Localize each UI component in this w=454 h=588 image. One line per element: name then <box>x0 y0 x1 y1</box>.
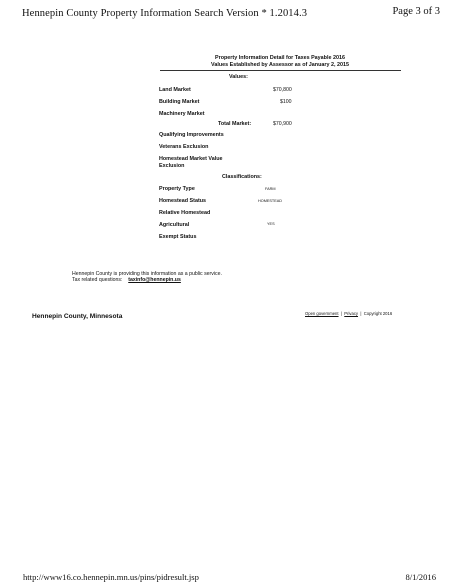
detail-heading <box>160 55 400 69</box>
total-market-label: Total Market: <box>218 121 252 127</box>
public-service-notice: Hennepin County is providing this information as a public service. <box>72 271 222 277</box>
print-footer-url: http://www16.co.hennepin.mn.us/pins/pidresult.jsp <box>23 572 199 582</box>
heading-divider <box>160 70 401 71</box>
total-market-value: $70,900 <box>273 121 292 127</box>
land-market-label: Land Market <box>159 87 191 93</box>
print-page-number: Page 3 of 3 <box>392 6 440 17</box>
land-market-value: $70,800 <box>273 87 292 93</box>
tax-questions-line <box>72 277 181 283</box>
detail-heading-line1: Property Information Detail for Taxes Payable 2016 <box>215 55 345 61</box>
footer-separator: | <box>340 311 342 316</box>
property-type-value: FARM <box>265 187 276 191</box>
building-market-label: Building Market <box>159 99 200 105</box>
agricultural-value: YES <box>267 222 275 226</box>
qualifying-improvements-label: Qualifying Improvements <box>159 132 224 138</box>
relative-homestead-label: Relative Homestead <box>159 210 211 216</box>
building-market-value: $100 <box>280 99 292 105</box>
homestead-exclusion-label-line1: Homestead Market Value <box>159 156 223 162</box>
open-government-link[interactable]: Open government <box>305 311 339 316</box>
copyright-text: Copyright 2016 <box>363 311 393 316</box>
tax-email-link[interactable]: taxinfo@hennepin.us <box>128 277 181 283</box>
exempt-status-label: Exempt Status <box>159 234 197 240</box>
detail-heading-line2: Values Established by Assessor as of January 2, 2015 <box>211 62 349 68</box>
tax-questions-label: Tax related questions: <box>72 277 123 283</box>
print-footer-date: 8/1/2016 <box>405 572 436 582</box>
agricultural-label: Agricultural <box>159 222 190 228</box>
homestead-status-value: HOMESTEAD <box>258 199 283 203</box>
footer-separator: | <box>360 311 362 316</box>
values-section-title: Values: <box>229 74 248 80</box>
property-type-label: Property Type <box>159 186 195 192</box>
site-footer-links <box>305 311 392 316</box>
classifications-section-title: Classifications: <box>222 174 262 180</box>
county-name: Hennepin County, Minnesota <box>32 313 123 320</box>
print-header-title: Hennepin County Property Information Search Version * 1.2014.3 <box>22 8 308 19</box>
privacy-link[interactable]: Privacy <box>344 311 359 316</box>
machinery-market-label: Machinery Market <box>159 111 205 117</box>
homestead-status-label: Homestead Status <box>159 198 207 204</box>
veterans-exclusion-label: Veterans Exclusion <box>159 144 209 150</box>
homestead-exclusion-label <box>159 156 223 169</box>
homestead-exclusion-label-line2: Exclusion <box>159 162 185 169</box>
